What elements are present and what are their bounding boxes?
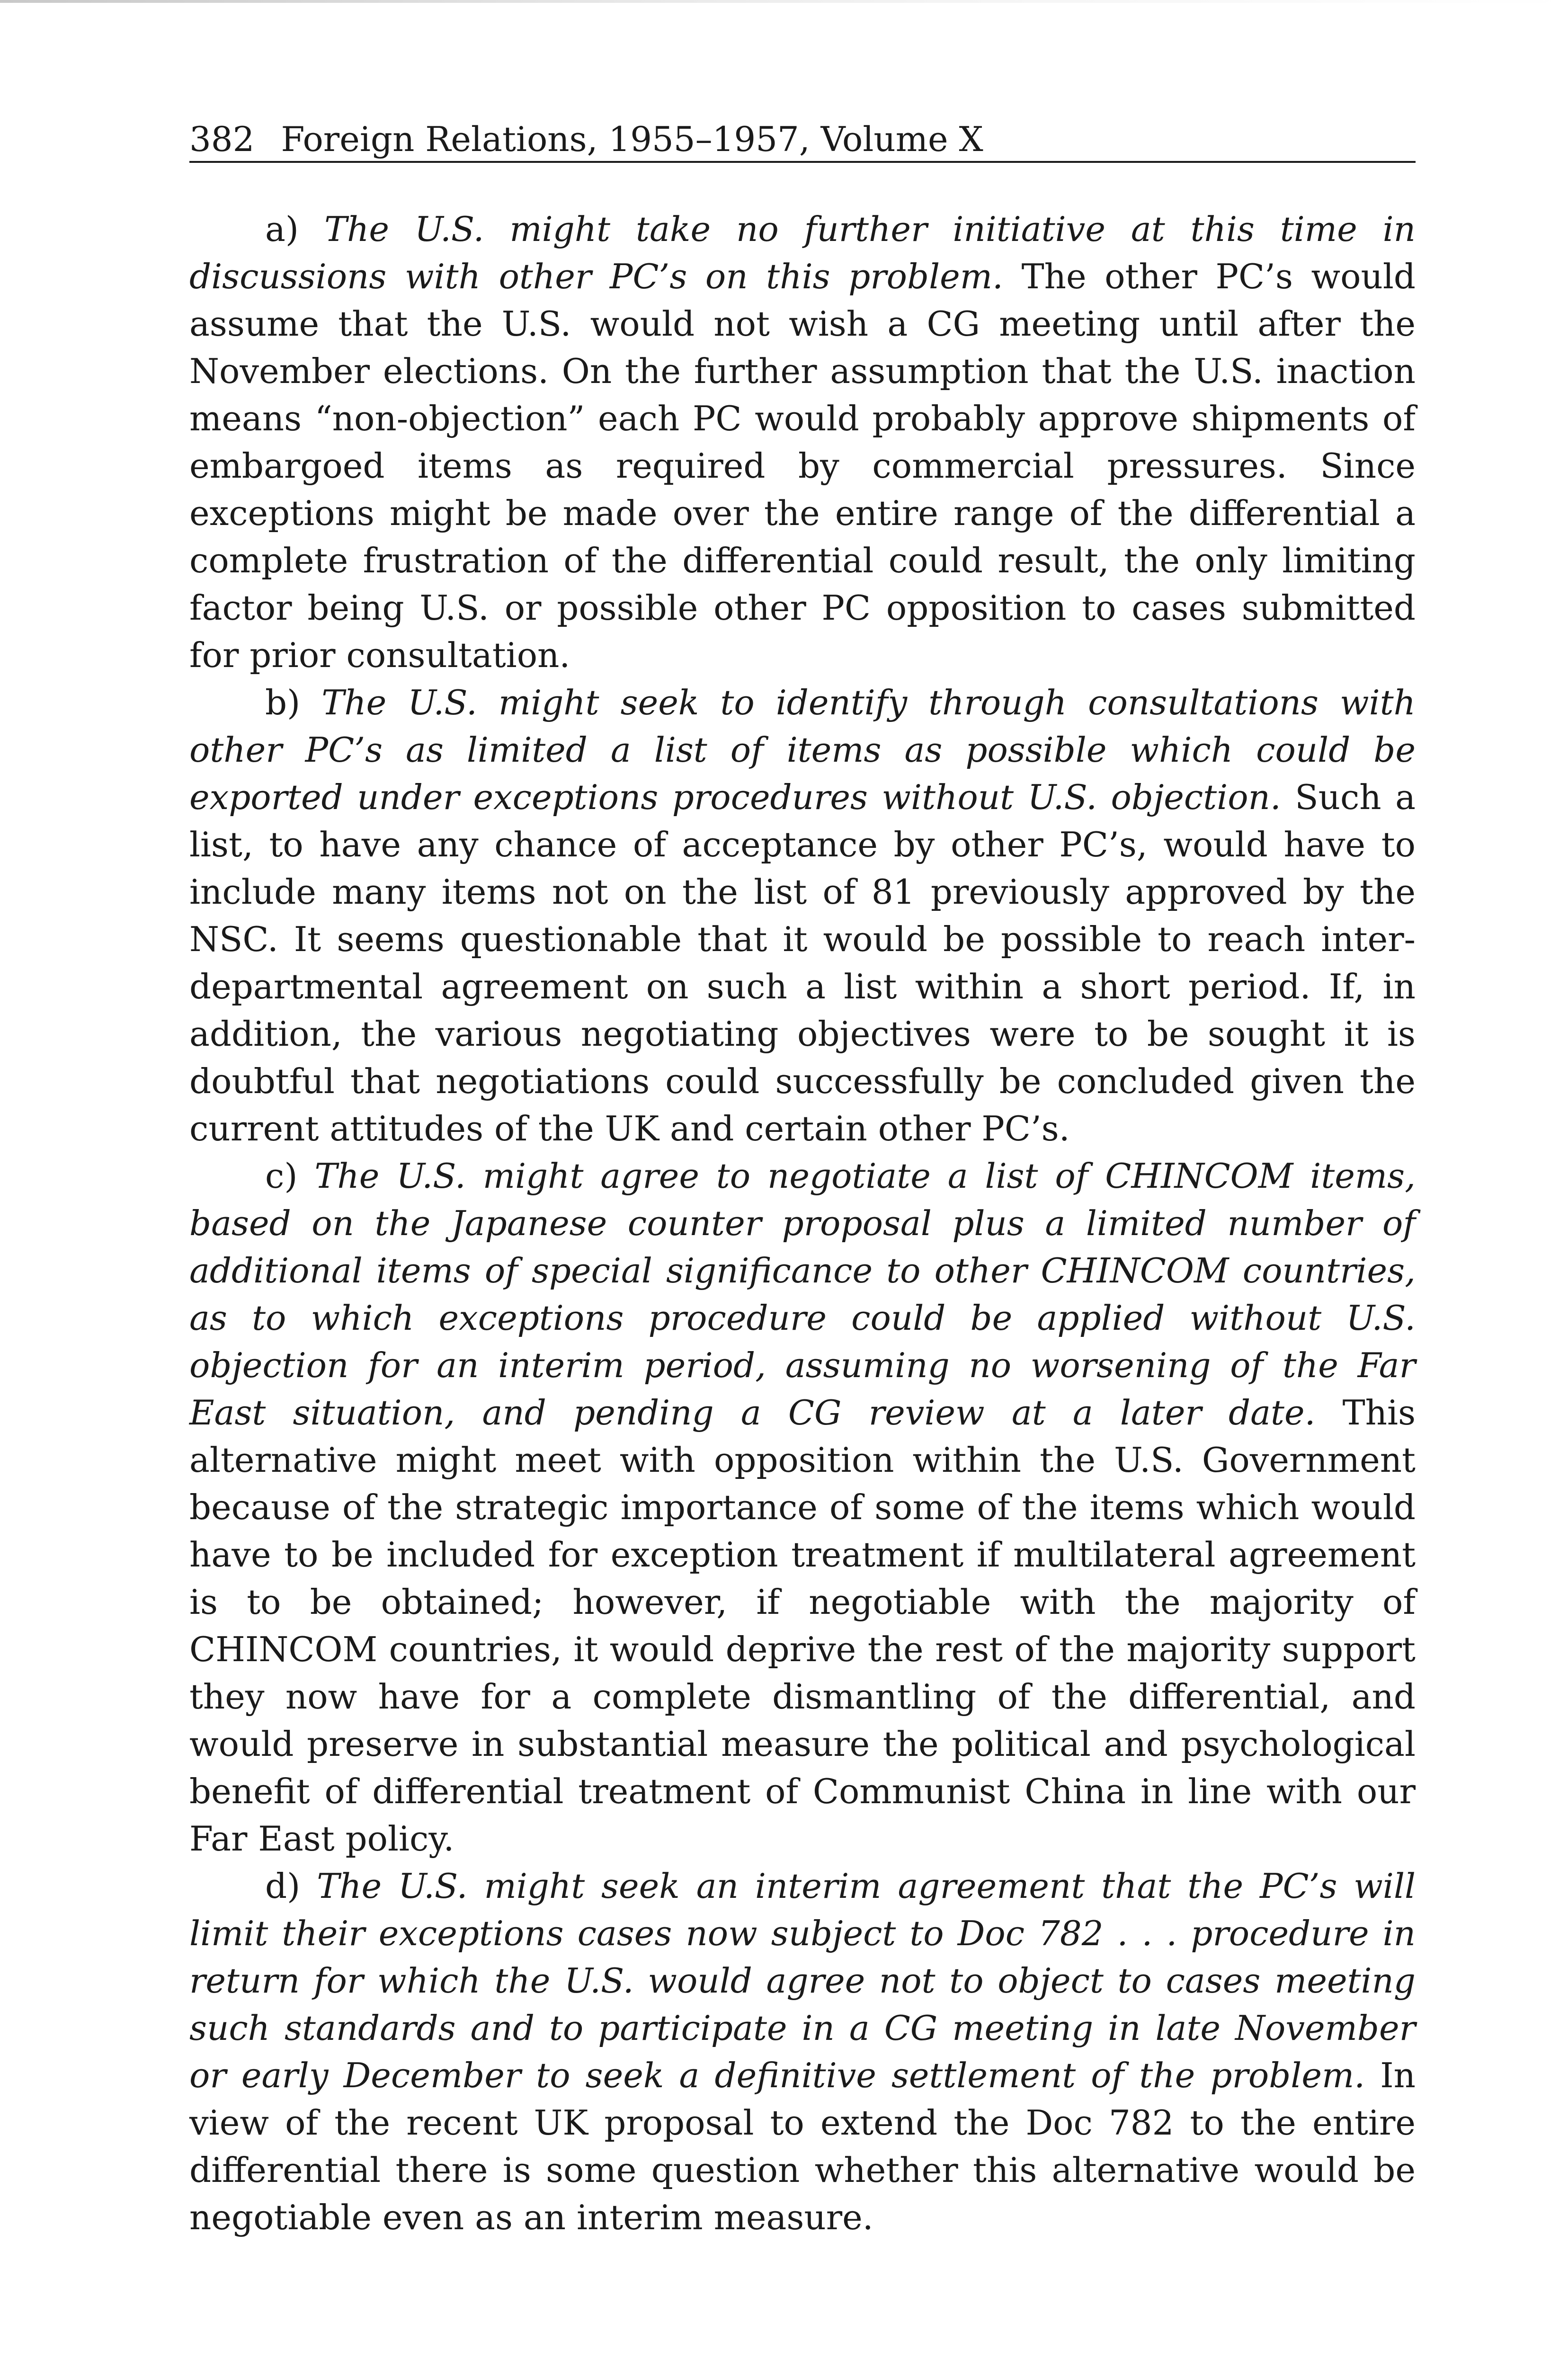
paragraph-lead: The U.S. might seek an interim agreement that the PC’s will limit their exceptions cases now subject to Doc 782 . . . procedure in return for which the U.S. would agree not to object to cases meeting such standards and to participate in a CG meeting in late November or early December to seek a definitive settlement of the problem. bbox=[189, 1866, 1416, 2096]
paragraph-text: The other PC’s would assume that the U.S. would not wish a CG meeting until after the November elections. On the further assumption that the U.S. inaction means “non-objection” each PC would probably approve shipments of embargoed items as required by commercial pressures. Since exceptions might be made over the entire range of the differential a complete frustration of the differential could result, the only limiting factor being U.S. or possible other PC opposition to cases submitted for prior consultation. bbox=[189, 257, 1416, 676]
running-title: Foreign Relations, 1955–1957, Volume X bbox=[281, 119, 983, 159]
paragraph-lead: The U.S. might seek to identify through consultations with other PC’s as limited a list of items as possible which could be exported under exceptions procedures without U.S. objection. bbox=[189, 683, 1416, 818]
paragraph-label: c) bbox=[265, 1156, 298, 1196]
paragraph-c bbox=[189, 1152, 1416, 1862]
paragraph-text: In view of the recent UK proposal to extend the Doc 782 to the entire differential there is some question whether this alternative would be negotiable even as an interim measure. bbox=[189, 2056, 1416, 2238]
paragraph-b bbox=[189, 679, 1416, 1152]
paragraph-label: d) bbox=[265, 1866, 301, 1906]
document-page bbox=[189, 121, 1416, 2241]
scan-edge bbox=[0, 0, 1568, 3]
paragraph-text: Such a list, to have any chance of acceptance by other PC’s, would have to include many items not on the list of 81 previously approved by the NSC. It seems questionable that it would be possible to reach inter-departmental agreement on such a list within a short period. If, in addition, the various negotiating objectives were to be sought it is doubtful that negotiations could successfully be concluded given the current attitudes of the UK and certain other PC’s. bbox=[189, 777, 1416, 1149]
paragraph-lead: The U.S. might agree to negotiate a list of CHINCOM items, based on the Japanese counter proposal plus a limited number of additional items of special significance to other CHINCOM countries, as to which exceptions procedure could be applied without U.S. objection for an interim period, assuming no worsening of the Far East situation, and pending a CG review at a later date. bbox=[189, 1156, 1416, 1433]
body-text bbox=[189, 205, 1416, 2241]
paragraph-a bbox=[189, 205, 1416, 679]
paragraph-label: a) bbox=[265, 209, 299, 249]
paragraph-lead: The U.S. might take no further initiative at this time in discussions with other PC’s on this problem. bbox=[189, 209, 1416, 297]
running-head bbox=[189, 121, 1416, 163]
paragraph-d bbox=[189, 1862, 1416, 2241]
paragraph-label: b) bbox=[265, 683, 301, 723]
paragraph-text: This alternative might meet with opposition within the U.S. Government because of the strategic importance of some of the items which would have to be included for exception treatment if multilateral agreement is to be obtained; however, if negotiable with the majority of CHINCOM countries, it would deprive the rest of the majority support they now have for a complete dismantling of the differential, and would preserve in substantial measure the political and psychological benefit of differential treatment of Communist China in line with our Far East policy. bbox=[189, 1393, 1416, 1859]
page-number: 382 bbox=[189, 119, 255, 159]
